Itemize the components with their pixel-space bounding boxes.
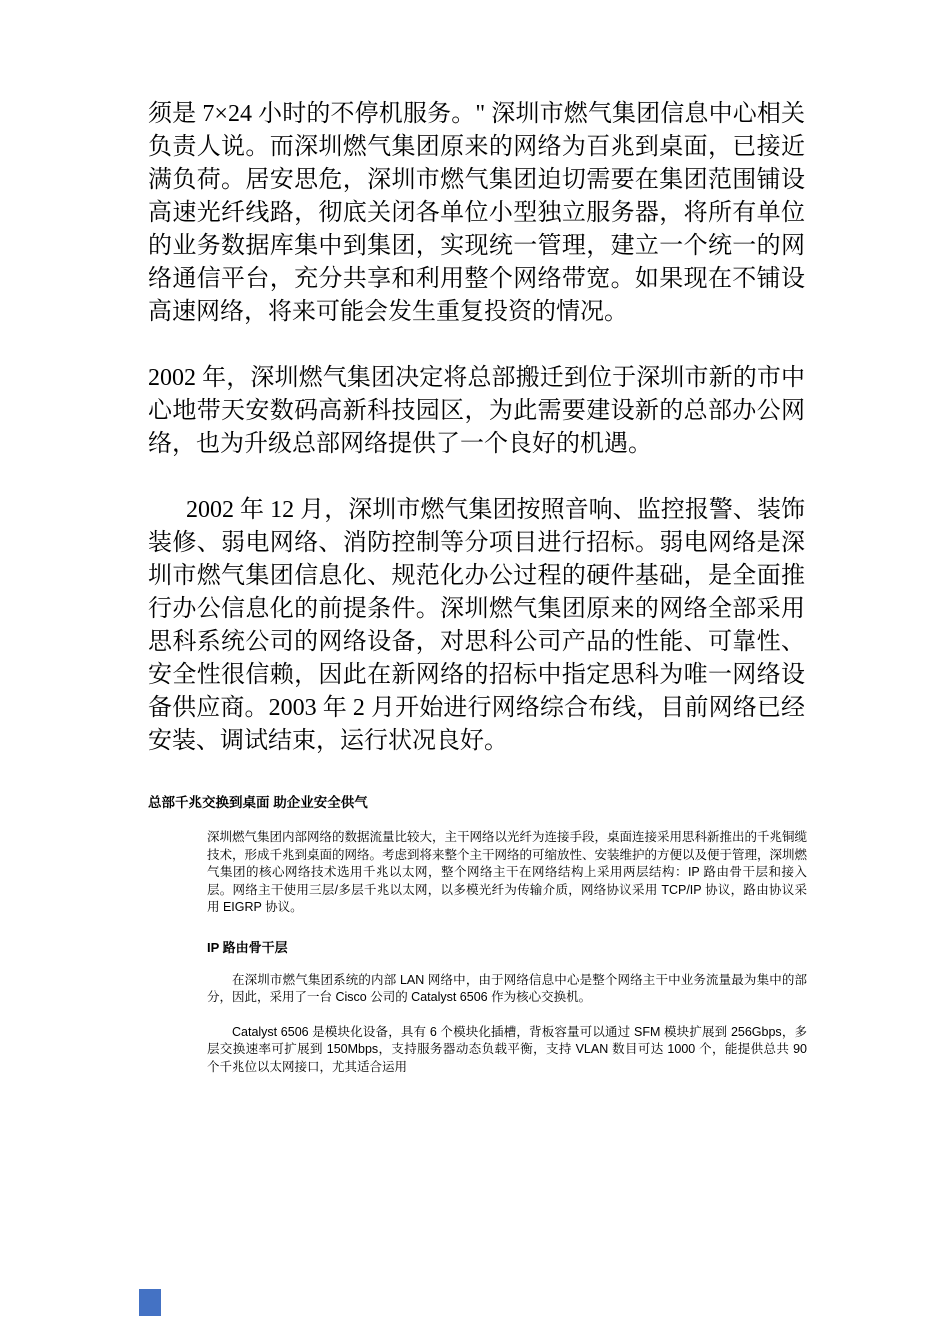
section-paragraph-network-overview: 深圳燃气集团内部网络的数据流量比较大，主干网络以光纤为连接手段，桌面连接采用思科新推出的千兆铜缆技术，形成千兆到桌面的网络。考虑到将来整个主干网络的可缩放性、安装维护的方便以及便于管理，深圳燃气集团的核心网络技术选用千兆以太网，整个网络主干在网络结构上采用两层结构：IP 路由骨干层和接入层。网络主干使用三层/多层千兆以太网，以多模光纤为传输介质，网络协议采用 TCP/IP 协议，路由协议采用 EIGRP 协议。 (207, 830, 808, 914)
page-corner-marker (139, 1289, 161, 1316)
subsection-heading-ip-backbone: IP 路由骨干层 (207, 939, 288, 955)
paragraph-2002-relocation: 2002 年，深圳燃气集团决定将总部搬迁到位于深圳市新的市中心地带天安数码高新科技园区，为此需要建设新的总部办公网络，也为升级总部网络提供了一个良好的机遇。 (148, 365, 805, 457)
paragraph-2002-bidding: 2002 年 12 月，深圳市燃气集团按照音响、监控报警、装饰装修、弱电网络、消防控制等分项目进行招标。弱电网络是深圳市燃气集团信息化、规范化办公过程的硬件基础，是全面推行办公信息化的前提条件。深圳燃气集团原来的网络全部采用思科系统公司的网络设备，对思科公司产品的性能、可靠性、安全性很信赖，因此在新网络的招标中指定思科为唯一网络设备供应商。2003 年 2 月开始进行网络综合布线，目前网络已经安装、调试结束，运行状况良好。 (148, 497, 805, 754)
subsection-paragraph-catalyst-6506: Catalyst 6506 是模块化设备，具有 6 个模块化插槽，背板容量可以通过 SFM 模块扩展到 256Gbps，多层交换速率可扩展到 150Mbps，支持服务器动态负载平衡，支持 VLAN 数目可达 1000 个，能提供总共 90 个千兆位以太网接口，尤其适合运用 (207, 1024, 807, 1074)
paragraph-nonstop-service: 须是 7×24 小时的不停机服务。" 深圳市燃气集团信息中心相关负责人说。而深圳燃气集团原来的网络为百兆到桌面，已接近满负荷。居安思危，深圳市燃气集团迫切需要在集团范围铺设高速光纤线路，彻底关闭各单位小型独立服务器，将所有单位的业务数据库集中到集团，实现统一管理，建立一个统一的网络通信平台，充分共享和利用整个网络带宽。如果现在不铺设高速网络，将来可能会发生重复投资的情况。 (148, 101, 805, 325)
section-heading-gigabit-desktop: 总部千兆交换到桌面 助企业安全供气 (148, 795, 368, 810)
section-body (207, 829, 807, 1076)
subsection-paragraph-core-switch: 在深圳市燃气集团系统的内部 LAN 网络中，由于网络信息中心是整个网络主干中业务流量最为集中的部分，因此，采用了一台 Cisco 公司的 Catalyst 6506 作为核心交换机。 (207, 972, 807, 1004)
